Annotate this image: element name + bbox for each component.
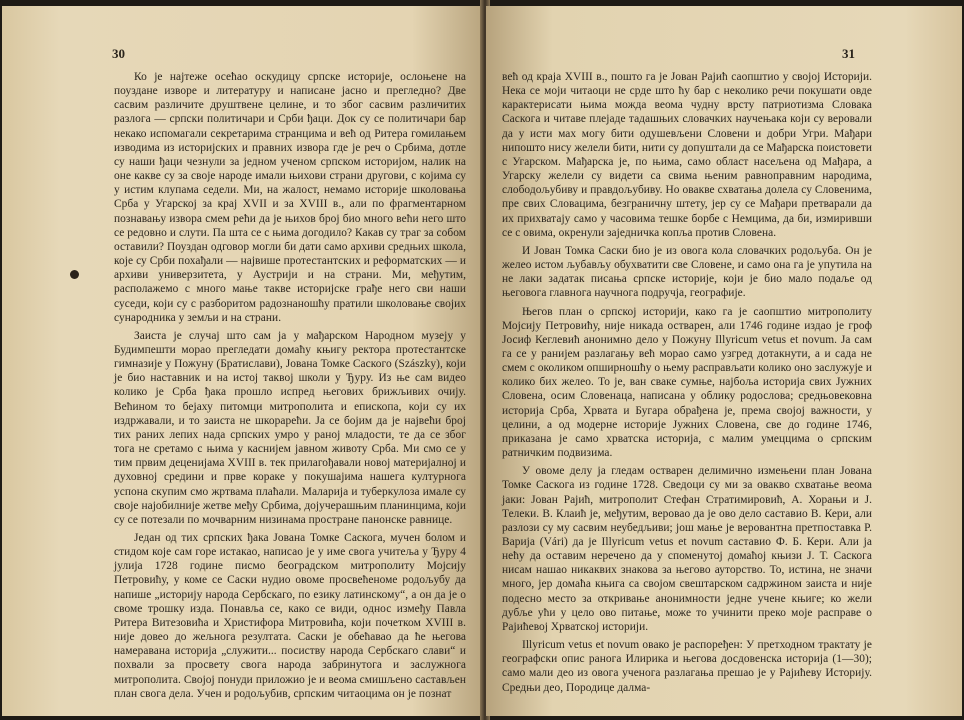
paragraph: Ко је најтеже осећао оскудицу српске историје, ослоњене на поуздане изворе и литературу и написане јасно и прегледно? Две сасвим различите друштвене целине, и то због сасвим различитих разлога — српски политичари и Срби ђаци. Док су се политичари бар некако испомагали секретарима странцима и већ од Ритера гомилањем изводима из историјских и правних извора где је реч о Србима, дотле су наши ђаци чезнули за једном ученом српском историјом, налик на оне какве су за своје народе имали њихови страни другови, с којима су у истим клупама седели. Ми, на жалост, немамо историје школовања Срба у Угарској за крај XVII и за XVIII в., али по фрагментарном познавању извора смем рећи да је њихов број био много већи него што се редовно и слути. Па шта се с њима догодило? Какав су траг за собом оставили? Поуздан одговор могли би дати само архиви средњих школа, које су Срби похађали — највише протестантских и реформатских — и архиви универзитета, у Аустрији и на страни. Ми, међутим, располажемо с много мање такве историјске грађе него сви наши суседи, који су с разборитом радознаношћу пратили школовање својих сународника у земљи и на страни. bbox=[114, 71, 466, 324]
paragraph: У овоме делу ја гледам остварен делимично измењени план Јована Томке Саскога из године 1728. Сведоци су ми за овакво схватање веома јаки: Јован Рајић, митрополит Стефан Стратимировић, А. Хорањи и Ј. Телеки. В. Клаић је, међутим, веровао да је ово дело саставио В. Кери, али разлози су му сасвим неубедљиви; још мање је веровантна претпоставка Р. Варија (Vári) да је Illyricum vetus et novum саставио Ф. Б. Кери. Али ја нећу да оставим неречено да у споменутој домаћој књизи Ј. Т. Саскога нисам нашао никаквих знакова за његово ауторство. То, истина, не значи много, јер домаћа књига са својом свештарском садржином заиста и није подесно место за откривање анонимности једне учене књиге; ко жели дубље ући у цело ово питање, може то учинити преко моје расправе о Рајићевој Хрватској историји. bbox=[502, 465, 872, 633]
paragraph: Његов план о српској историји, како га је саопштио митрополиту Мојсију Петровићу, није никада остварен, али 1746 године издао је гроф Јосиф Кеглевић анонимно дело у Пожуну Illyricum vetus et novum. Ја сам га се у ранијем разлагању већ морао само узгред дотакнути, а и сада не смем с околиком опширношћу о њему расправљати колико оно заслужује и колико бих желео. То је, ван сваке сумње, најбоља историја свих Јужних Словена, осим Словенаца, написана у облику родослова; средњовековна историја Срба, Хрвата и Бугара обрађена је, према својој важности, у целини, а од модерне историје Јужних Словена, све до године 1746, приказана је само хрватска историја, с малим умеццима о српским ратничким подвизима. bbox=[502, 305, 872, 460]
left-page-text bbox=[114, 70, 466, 701]
paragraph: Illyricum vetus et novum овако је распоређен: У претходном трактату је географски опис ранога Илирика и његова досдовенска историја (1—30); само мали део из овога ученога разлагања прешао је у Рајићеву Историју. Средњи део, Породице далма- bbox=[502, 639, 872, 694]
ink-blot bbox=[70, 270, 79, 279]
paragraph: Један од тих српских ђака Јована Томке Саскога, мучен болом и стидом које сам горе истакао, написао је у име свога учитеља у Ђуру 4 јулија 1728 године писмо београдском митрополиту Мојсију Петровићу, у коме се Саски нудио овоме просвећеноме родољубу да напише „историју народа Сербскаго, по езику латинскому“, а он да је о своме трошку изда. Понавља се, како се види, однос између Павла Ритера Витезовића и Христифора Митровића, који почетком XVIII в. није довео до жељнога резултата. Саски је обећавао да ће његова намеравана историја „служити... посиству народа Сербскаго слави“ и похвали за просвету свога народа забринутога и заслужнога митрополита. Својој понуди приложио је и веома смишљено састављен план свога дела. Учен и родољубив, српским читаоцима он је познат bbox=[114, 532, 466, 700]
paragraph: Заиста је случај што сам ја у мађарском Народном музеју у Будимпешти морао прегледати домаћу књигу ректора протестантске гимназије у Пожуну (Братислави), Јована Томке Саского (Szászky), који је био наставник и на истој таквој школи у Ђуру. Из ње сам видео колико је Срба ђака прошло испред његових брижљивих очију. Већином то бејаху питомци митрополита и епископа, који су их издржавали, и то заиста не шкорарећи. Ја се бојим да је највећи број тих раних лепих нада српских умро у раној младости, те да се због тога не сретамо с њима у каснијем јавном животу Срба. Ми смо се у тим првим деценијама XVIII в. тек прилагођавали новој материјалној и духовној средини и прве кораке у покушајима нашега културнога успона скупим смо жртвама плаћали. Маларија и туберкулоза имале су своје најобилније жетве међу Србима, дојучерашњим планинцима, који су се потезали по мочварним низинама простране панонске равнице. bbox=[114, 329, 466, 526]
left-page-number: 30 bbox=[112, 46, 125, 61]
left-page bbox=[2, 6, 484, 716]
paragraph: већ од краја XVIII в., пошто га је Јован Рајић саопштио у својој Историји. Нека се моји читаоци не срде што ћу бар с неколико речи покушати овде карактерисати њима можда веома чудну врсту патриотизма Словака Саскога и читаве плејаде тадашњих словачких научењака који су веровали да у исти мах могу бити одушевљени Словени и добри Угри. Мађари нипошто нису желели бити, нити су допуштали да се Мађарска поистовети с Угарском. Мађарска је, по њима, само област насељена од Мађара, а Угарску желели су видети са свима њеним равноправним народима, слободољубиву и правдољубиву. Но овакве схватања долела су Словенима, пре свих Словацима, безграничну штету, јер су се Мађари претварали да их прихватају само у часовима тешке борбе с Немцима, да би, измиривши се с овима, окренули заједничка копља против Словена. bbox=[502, 71, 872, 239]
right-page-text bbox=[502, 70, 872, 695]
paragraph: И Јован Томка Саски био је из овога кола словачких родољуба. Он је желео истом љубављу обухватити све Словене, и само она га је упутила на не лаки задатак писања српске историје, који је био мало подаље од његовога главнога научнога подручја, географије. bbox=[502, 244, 872, 300]
right-page-number: 31 bbox=[842, 46, 855, 61]
right-page bbox=[486, 6, 962, 716]
